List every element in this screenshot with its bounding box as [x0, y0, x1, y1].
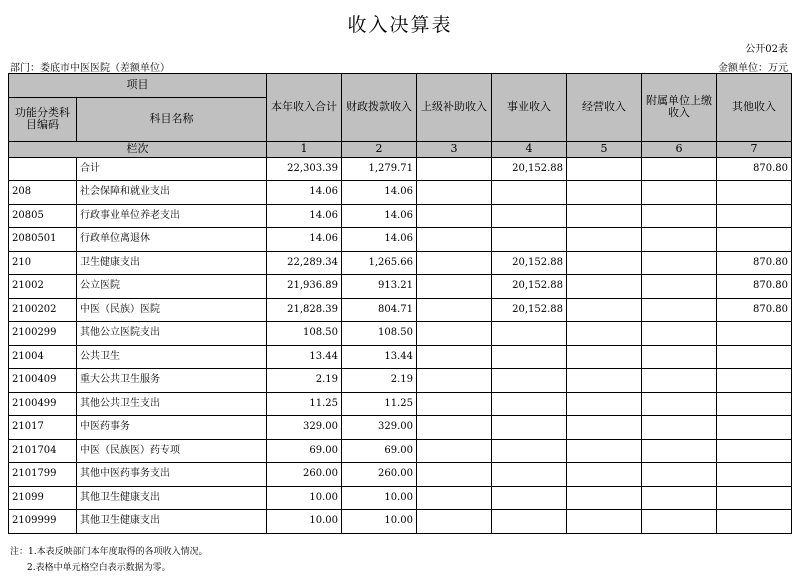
- table-row: [9, 510, 792, 534]
- cell-fiscal: 913.21: [342, 275, 417, 299]
- cell-total: 14.06: [267, 204, 342, 228]
- table-row: [9, 181, 792, 205]
- cell-affiliate: [642, 157, 717, 181]
- cell-code: 2100499: [9, 392, 77, 416]
- cell-fiscal: 329.00: [342, 416, 417, 440]
- cell-code: 2100299: [9, 322, 77, 346]
- cell-other: 870.80: [717, 275, 792, 299]
- cell-fiscal: 14.06: [342, 181, 417, 205]
- cell-operating: [567, 204, 642, 228]
- cell-total: 108.50: [267, 322, 342, 346]
- cell-operating: [567, 486, 642, 510]
- cell-total: 10.00: [267, 510, 342, 534]
- cell-operating: [567, 345, 642, 369]
- table-row: [9, 392, 792, 416]
- cell-business: [492, 439, 567, 463]
- cell-operating: [567, 275, 642, 299]
- cell-name: 其他公共卫生支出: [77, 392, 267, 416]
- cell-name: 重大公共卫生服务: [77, 369, 267, 393]
- cell-code: 21017: [9, 416, 77, 440]
- cell-operating: [567, 369, 642, 393]
- cell-operating: [567, 298, 642, 322]
- cell-code: 2100202: [9, 298, 77, 322]
- cell-other: [717, 181, 792, 205]
- cell-code: 2080501: [9, 228, 77, 252]
- cell-business: [492, 322, 567, 346]
- cell-name: 其他卫生健康支出: [77, 510, 267, 534]
- table-row: [9, 157, 792, 181]
- cell-business: [492, 463, 567, 487]
- cell-other: 870.80: [717, 298, 792, 322]
- cell-name: 中医（民族医）药专项: [77, 439, 267, 463]
- cell-name: 行政单位离退休: [77, 228, 267, 252]
- table-row: [9, 322, 792, 346]
- cell-affiliate: [642, 486, 717, 510]
- cell-fiscal: 108.50: [342, 322, 417, 346]
- cell-other: [717, 228, 792, 252]
- cell-upper: [417, 510, 492, 534]
- cell-operating: [567, 510, 642, 534]
- col-number: 1: [267, 141, 342, 157]
- cell-affiliate: [642, 181, 717, 205]
- cell-upper: [417, 392, 492, 416]
- cell-name: 行政事业单位养老支出: [77, 204, 267, 228]
- table-row: [9, 228, 792, 252]
- cell-business: [492, 228, 567, 252]
- header-upper: 上级补助收入: [417, 74, 492, 142]
- cell-upper: [417, 369, 492, 393]
- header-row-label: 栏次: [9, 141, 267, 157]
- cell-code: 2101799: [9, 463, 77, 487]
- cell-affiliate: [642, 439, 717, 463]
- cell-name: 公立医院: [77, 275, 267, 299]
- cell-upper: [417, 157, 492, 181]
- cell-operating: [567, 157, 642, 181]
- cell-upper: [417, 251, 492, 275]
- cell-code: [9, 157, 77, 181]
- cell-upper: [417, 463, 492, 487]
- table-row: [9, 486, 792, 510]
- header-total: 本年收入合计: [267, 74, 342, 142]
- cell-code: 2101704: [9, 439, 77, 463]
- cell-business: [492, 486, 567, 510]
- col-number: 4: [492, 141, 567, 157]
- cell-total: 21,936.89: [267, 275, 342, 299]
- cell-code: 21002: [9, 275, 77, 299]
- cell-other: 870.80: [717, 251, 792, 275]
- cell-name: 其他卫生健康支出: [77, 486, 267, 510]
- cell-fiscal: 1,279.71: [342, 157, 417, 181]
- cell-upper: [417, 204, 492, 228]
- cell-fiscal: 14.06: [342, 204, 417, 228]
- footnote: 2.表格中单元格空白表示数据为零。: [27, 563, 171, 573]
- cell-fiscal: 804.71: [342, 298, 417, 322]
- cell-name: 公共卫生: [77, 345, 267, 369]
- cell-affiliate: [642, 204, 717, 228]
- cell-other: [717, 322, 792, 346]
- table-row: [9, 251, 792, 275]
- income-table: [8, 73, 792, 534]
- cell-other: [717, 369, 792, 393]
- cell-upper: [417, 275, 492, 299]
- col-number: 7: [717, 141, 792, 157]
- cell-fiscal: 11.25: [342, 392, 417, 416]
- cell-business: [492, 181, 567, 205]
- table-row: [9, 463, 792, 487]
- cell-other: [717, 439, 792, 463]
- cell-fiscal: 10.00: [342, 486, 417, 510]
- cell-upper: [417, 345, 492, 369]
- cell-business: [492, 392, 567, 416]
- cell-business: [492, 345, 567, 369]
- cell-total: 10.00: [267, 486, 342, 510]
- cell-name: 卫生健康支出: [77, 251, 267, 275]
- cell-operating: [567, 439, 642, 463]
- amount-unit-label: 金额单位：万元: [718, 63, 788, 74]
- cell-code: 208: [9, 181, 77, 205]
- header-other: 其他收入: [717, 74, 792, 142]
- report-title: 收入决算表: [347, 14, 453, 36]
- cell-affiliate: [642, 392, 717, 416]
- cell-operating: [567, 463, 642, 487]
- cell-business: 20,152.88: [492, 157, 567, 181]
- cell-operating: [567, 251, 642, 275]
- cell-upper: [417, 439, 492, 463]
- cell-affiliate: [642, 298, 717, 322]
- cell-other: [717, 486, 792, 510]
- cell-business: [492, 369, 567, 393]
- cell-affiliate: [642, 345, 717, 369]
- cell-code: 21004: [9, 345, 77, 369]
- table-row: [9, 275, 792, 299]
- cell-upper: [417, 228, 492, 252]
- cell-total: 329.00: [267, 416, 342, 440]
- cell-total: 2.19: [267, 369, 342, 393]
- cell-affiliate: [642, 416, 717, 440]
- cell-fiscal: 69.00: [342, 439, 417, 463]
- cell-upper: [417, 322, 492, 346]
- cell-total: 11.25: [267, 392, 342, 416]
- header-operating: 经营收入: [567, 74, 642, 142]
- cell-name: 其他公立医院支出: [77, 322, 267, 346]
- cell-upper: [417, 486, 492, 510]
- header-affiliate: 附属单位上缴收入: [642, 74, 717, 142]
- cell-name: 其他中医药事务支出: [77, 463, 267, 487]
- header-business: 事业收入: [492, 74, 567, 142]
- cell-upper: [417, 298, 492, 322]
- cell-fiscal: 14.06: [342, 228, 417, 252]
- cell-upper: [417, 416, 492, 440]
- col-number: 6: [642, 141, 717, 157]
- cell-other: 870.80: [717, 157, 792, 181]
- cell-other: [717, 204, 792, 228]
- cell-other: [717, 392, 792, 416]
- cell-fiscal: 13.44: [342, 345, 417, 369]
- col-number: 2: [342, 141, 417, 157]
- cell-total: 13.44: [267, 345, 342, 369]
- cell-affiliate: [642, 510, 717, 534]
- table-row: [9, 345, 792, 369]
- form-number: 公开02表: [745, 44, 788, 55]
- cell-business: 20,152.88: [492, 251, 567, 275]
- cell-other: [717, 345, 792, 369]
- cell-business: 20,152.88: [492, 275, 567, 299]
- cell-business: [492, 416, 567, 440]
- cell-total: 260.00: [267, 463, 342, 487]
- cell-business: [492, 204, 567, 228]
- cell-operating: [567, 392, 642, 416]
- cell-total: 22,289.34: [267, 251, 342, 275]
- table-row: [9, 416, 792, 440]
- header-fiscal: 财政拨款收入: [342, 74, 417, 142]
- cell-total: 14.06: [267, 228, 342, 252]
- cell-business: [492, 510, 567, 534]
- cell-affiliate: [642, 369, 717, 393]
- cell-total: 14.06: [267, 181, 342, 205]
- table-row: [9, 439, 792, 463]
- cell-fiscal: 260.00: [342, 463, 417, 487]
- cell-operating: [567, 181, 642, 205]
- cell-other: [717, 416, 792, 440]
- cell-affiliate: [642, 228, 717, 252]
- cell-affiliate: [642, 463, 717, 487]
- cell-upper: [417, 181, 492, 205]
- col-number: 3: [417, 141, 492, 157]
- footnote: 注：1.本表反映部门本年度取得的各项收入情况。: [10, 547, 208, 557]
- table-row: [9, 298, 792, 322]
- cell-total: 22,303.39: [267, 157, 342, 181]
- cell-business: 20,152.88: [492, 298, 567, 322]
- cell-operating: [567, 416, 642, 440]
- cell-code: 2109999: [9, 510, 77, 534]
- cell-name: 中医药事务: [77, 416, 267, 440]
- cell-total: 69.00: [267, 439, 342, 463]
- table-row: [9, 204, 792, 228]
- cell-name: 社会保障和就业支出: [77, 181, 267, 205]
- cell-other: [717, 463, 792, 487]
- cell-other: [717, 510, 792, 534]
- cell-name: 合计: [77, 157, 267, 181]
- cell-fiscal: 1,265.66: [342, 251, 417, 275]
- table-row: [9, 369, 792, 393]
- header-item: 项目: [9, 74, 267, 98]
- cell-code: 2100409: [9, 369, 77, 393]
- cell-fiscal: 2.19: [342, 369, 417, 393]
- header-code: 功能分类科目编码: [9, 97, 77, 141]
- col-number: 5: [567, 141, 642, 157]
- cell-code: 20805: [9, 204, 77, 228]
- cell-affiliate: [642, 275, 717, 299]
- cell-name: 中医（民族）医院: [77, 298, 267, 322]
- cell-operating: [567, 228, 642, 252]
- cell-code: 21099: [9, 486, 77, 510]
- department-label: 部门：娄底市中医医院（差额单位）: [10, 63, 170, 74]
- footnotes: [10, 544, 208, 576]
- header-name: 科目名称: [77, 97, 267, 141]
- cell-affiliate: [642, 251, 717, 275]
- cell-total: 21,828.39: [267, 298, 342, 322]
- cell-affiliate: [642, 322, 717, 346]
- cell-code: 210: [9, 251, 77, 275]
- cell-fiscal: 10.00: [342, 510, 417, 534]
- cell-operating: [567, 322, 642, 346]
